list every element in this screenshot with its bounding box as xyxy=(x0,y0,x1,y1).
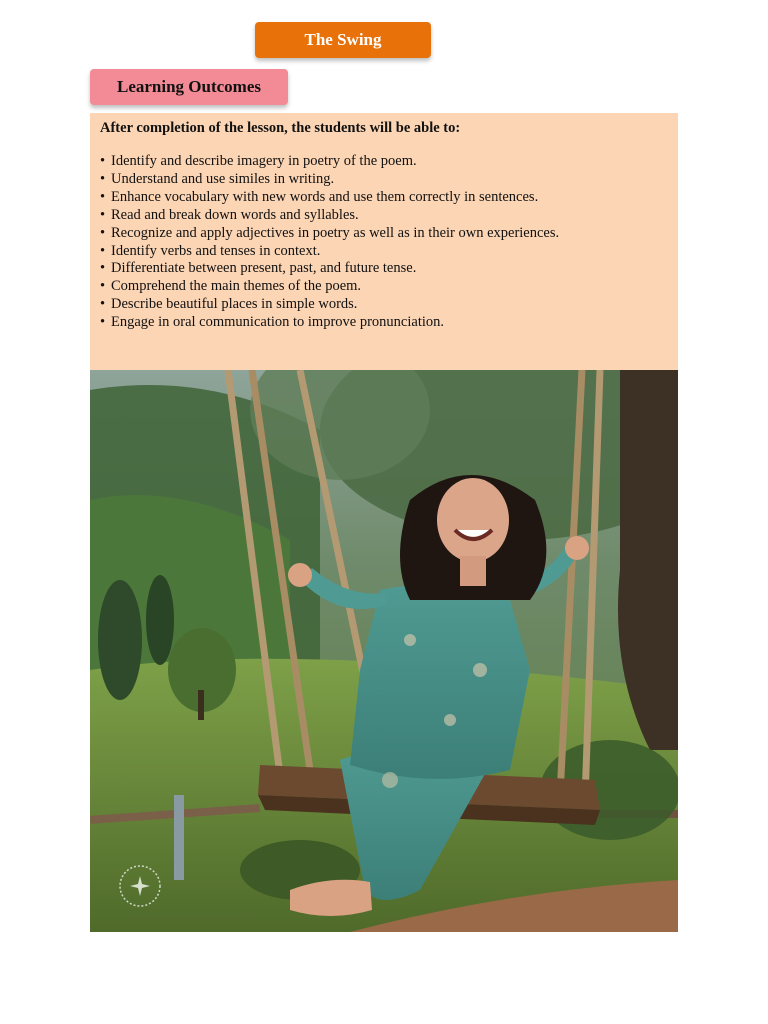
swing-photo-svg xyxy=(90,370,678,932)
bullet-icon: • xyxy=(100,296,106,313)
list-item-text: Differentiate between present, past, and future tense. xyxy=(111,260,417,277)
watermark-logo-icon xyxy=(116,862,164,910)
swing-illustration xyxy=(90,370,678,932)
list-item-text: Recognize and apply adjectives in poetry as well as in their own experiences. xyxy=(111,224,560,241)
list-item xyxy=(100,260,668,278)
list-item-text: Comprehend the main themes of the poem. xyxy=(111,278,362,295)
list-item-text: Enhance vocabulary with new words and use them correctly in sentences. xyxy=(111,188,539,205)
bullet-icon: • xyxy=(100,206,106,223)
list-item-text: Engage in oral communication to improve pronunciation. xyxy=(111,314,445,331)
list-item-text: Identify verbs and tenses in context. xyxy=(111,242,321,259)
list-item-text: Describe beautiful places in simple words. xyxy=(111,296,358,313)
bullet-icon: • xyxy=(100,224,106,241)
list-item-text: Identify and describe imagery in poetry of the poem. xyxy=(111,153,417,169)
list-item xyxy=(100,243,668,261)
list-item xyxy=(100,207,668,225)
learning-outcomes-heading: Learning Outcomes xyxy=(90,69,288,105)
bullet-icon: • xyxy=(100,278,106,295)
outcomes-list xyxy=(100,153,668,332)
list-item-text: Read and break down words and syllables. xyxy=(111,206,359,223)
list-item xyxy=(100,296,668,314)
list-item xyxy=(100,189,668,207)
bullet-icon: • xyxy=(100,188,106,205)
bullet-icon: • xyxy=(100,260,106,277)
bullet-icon: • xyxy=(100,170,106,187)
outcomes-panel xyxy=(90,113,678,370)
list-item xyxy=(100,225,668,243)
outcomes-intro: After completion of the lesson, the students will be able to: xyxy=(100,120,461,136)
bullet-icon: • xyxy=(100,153,106,169)
list-item xyxy=(100,171,668,189)
list-item xyxy=(100,278,668,296)
list-item xyxy=(100,314,668,332)
title-banner: The Swing xyxy=(255,22,431,58)
list-item-text: Understand and use similes in writing. xyxy=(111,170,335,187)
bullet-icon: • xyxy=(100,242,106,259)
list-item xyxy=(100,153,668,171)
bullet-icon: • xyxy=(100,314,106,331)
